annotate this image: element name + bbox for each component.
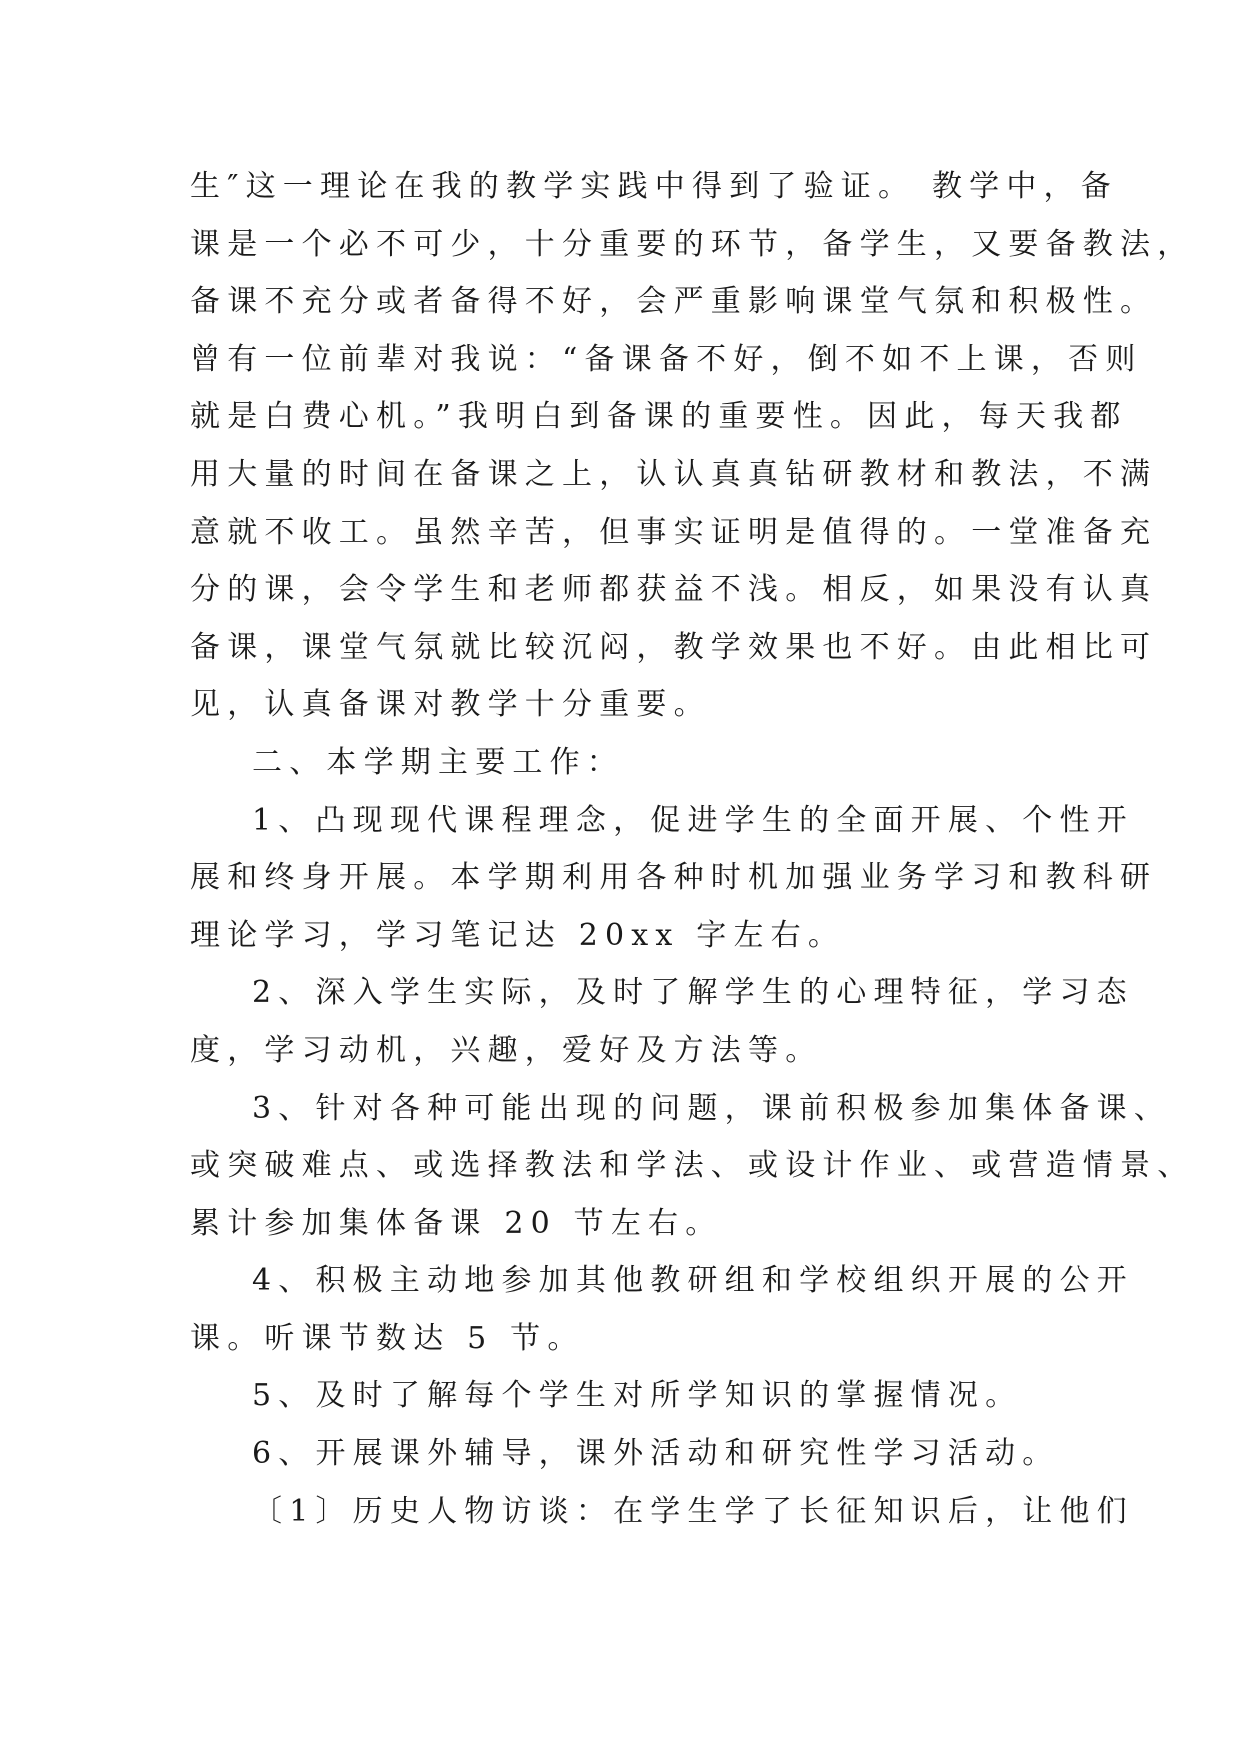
list-item-2: 2、深入学生实际，及时了解学生的心理特征，学习态 [252, 975, 1134, 1011]
text-line: 备课，课堂气氛就比较沉闷，教学效果也不好。由此相比可 [190, 629, 1158, 665]
list-item-6: 6、开展课外辅导，课外活动和研究性学习活动。 [252, 1436, 1060, 1472]
list-item-1: 1、凸现现代课程理念，促进学生的全面开展、个性开 [252, 802, 1134, 838]
text-line: 理论学习，学习笔记达 20xx 字左右。 [190, 917, 846, 953]
text-line: 生″这一理论在我的教学实践中得到了验证。 教学中，备 [190, 169, 1118, 204]
section-heading: 二、本学期主要工作： [252, 744, 624, 780]
list-item-5: 5、及时了解每个学生对所学知识的掌握情况。 [252, 1378, 1023, 1414]
text-line: 课。听课节数达 5 节。 [190, 1320, 585, 1356]
text-line: 就是白费心机。”我明白到备课的重要性。因此，每天我都 [190, 399, 1128, 435]
body-text [190, 158, 1195, 1540]
text-line: 展和终身开展。本学期利用各种时机加强业务学习和教科研 [190, 860, 1158, 896]
text-line: 或突破难点、或选择教法和学法、或设计作业、或营造情景、 [190, 1148, 1195, 1184]
text-line: 分的课，会令学生和老师都获益不浅。相反，如果没有认真 [190, 572, 1158, 608]
text-line: 课是一个必不可少，十分重要的环节，备学生，又要备教法， [190, 226, 1195, 262]
text-line: 度，学习动机，兴趣，爱好及方法等。 [190, 1032, 823, 1068]
list-item-4: 4、积极主动地参加其他教研组和学校组织开展的公开 [252, 1263, 1134, 1299]
sub-item-1: 〔1〕历史人物访谈：在学生学了长征知识后，让他们 [252, 1493, 1134, 1529]
text-line: 曾有一位前辈对我说：“备课备不好，倒不如不上课，否则 [190, 341, 1143, 377]
text-line: 累计参加集体备课 20 节左右。 [190, 1205, 723, 1241]
text-line: 意就不收工。虽然辛苦，但事实证明是值得的。一堂准备充 [190, 514, 1158, 550]
text-line: 用大量的时间在备课之上，认认真真钻研教材和教法，不满 [190, 456, 1158, 492]
text-line: 见，认真备课对教学十分重要。 [190, 687, 711, 723]
list-item-3: 3、针对各种可能出现的问题，课前积极参加集体备课、 [252, 1090, 1172, 1126]
text-line: 备课不充分或者备得不好，会严重影响课堂气氛和积极性。 [190, 284, 1158, 320]
